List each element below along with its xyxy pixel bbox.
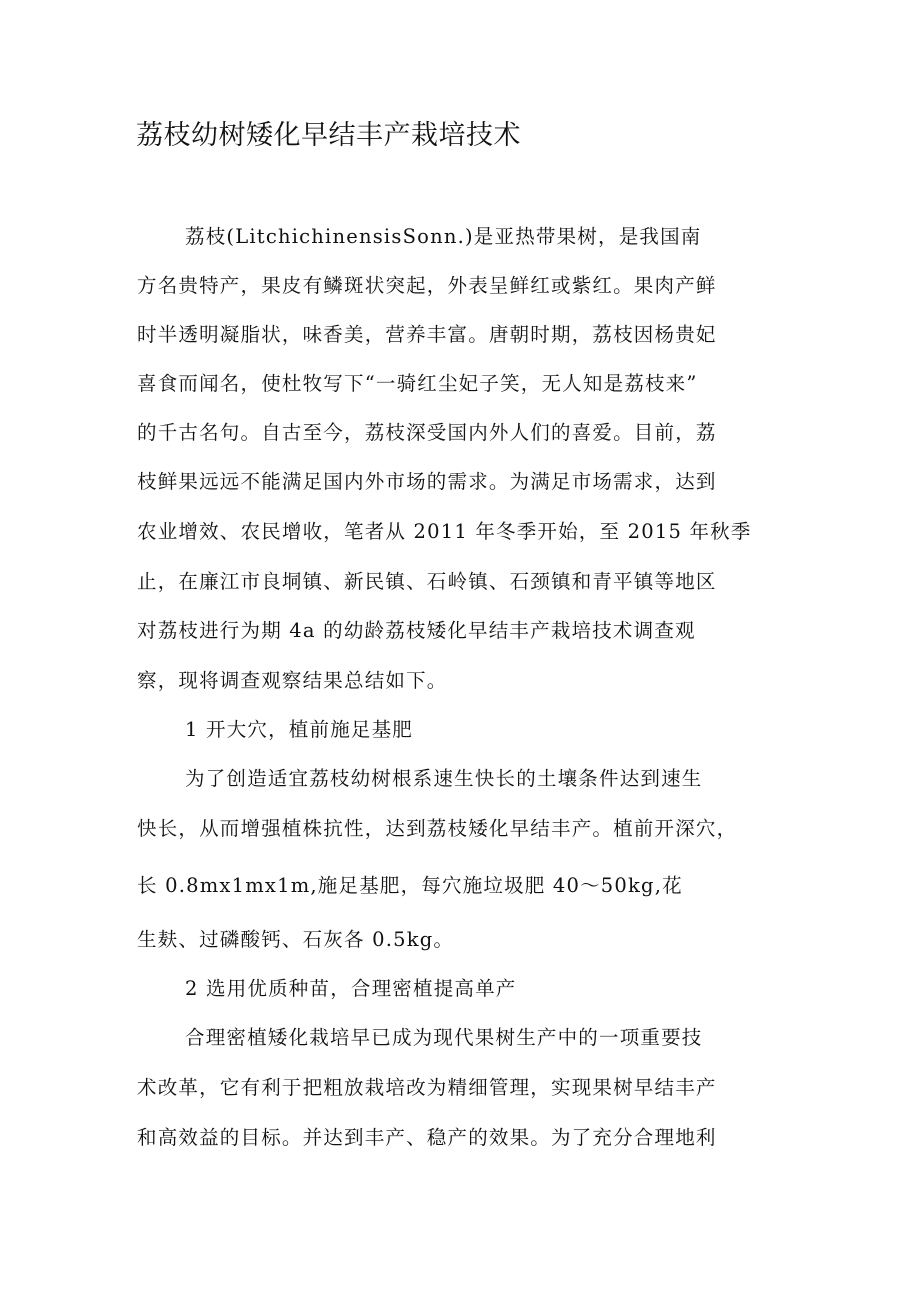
- document-title: 荔枝幼树矮化早结丰产栽培技术: [136, 120, 521, 151]
- paragraph-line: 和高效益的目标。并达到丰产、稳产的效果。为了充分合理地利: [137, 1126, 717, 1149]
- paragraph-line: 对荔枝进行为期 4a 的幼龄荔枝矮化早结丰产栽培技术调查观: [137, 619, 696, 642]
- paragraph-line: 方名贵特产，果皮有鳞斑状突起，外表呈鲜红或紫红。果肉产鲜: [137, 274, 717, 297]
- paragraph-line: 生麸、过磷酸钙、石灰各 0.5kg。: [137, 928, 455, 951]
- paragraph-line: 快长，从而增强植株抗性，达到荔枝矮化早结丰产。植前开深穴，: [137, 817, 738, 840]
- paragraph-line: 喜食而闻名，使杜牧写下“一骑红尘妃子笑，无人知是荔枝来”: [137, 372, 698, 395]
- paragraph-line: 术改革，它有利于把粗放栽培改为精细管理，实现果树早结丰产: [137, 1076, 717, 1099]
- paragraph-line: 枝鲜果远远不能满足国内外市场的需求。为满足市场需求，达到: [137, 470, 717, 493]
- paragraph-line: 时半透明凝脂状，味香美，营养丰富。唐朝时期，荔枝因杨贵妃: [137, 323, 717, 346]
- paragraph-line: 合理密植矮化栽培早已成为现代果树生产中的一项重要技: [185, 1026, 703, 1049]
- paragraph-line: 止，在廉江市良垌镇、新民镇、石岭镇、石颈镇和青平镇等地区: [137, 570, 717, 593]
- section-heading: 1 开大穴，植前施足基肥: [185, 718, 414, 741]
- paragraph-line: 的千古名句。自古至今，荔枝深受国内外人们的喜爱。目前，荔: [137, 421, 717, 444]
- paragraph-line: 农业增效、农民增收，笔者从 2011 年冬季开始，至 2015 年秋季: [137, 520, 752, 543]
- paragraph-line: 为了创造适宜荔枝幼树根系速生快长的土壤条件达到速生: [185, 767, 703, 790]
- section-heading: 2 选用优质种苗，合理密植提高单产: [185, 977, 517, 1000]
- paragraph-line: 荔枝(LitchichinensisSonn.)是亚热带果树，是我国南: [185, 225, 702, 248]
- paragraph-line: 察，现将调查观察结果总结如下。: [137, 669, 448, 692]
- paragraph-line: 长 0.8mx1mx1m,施足基肥，每穴施垃圾肥 40〜50kg,花: [137, 874, 683, 897]
